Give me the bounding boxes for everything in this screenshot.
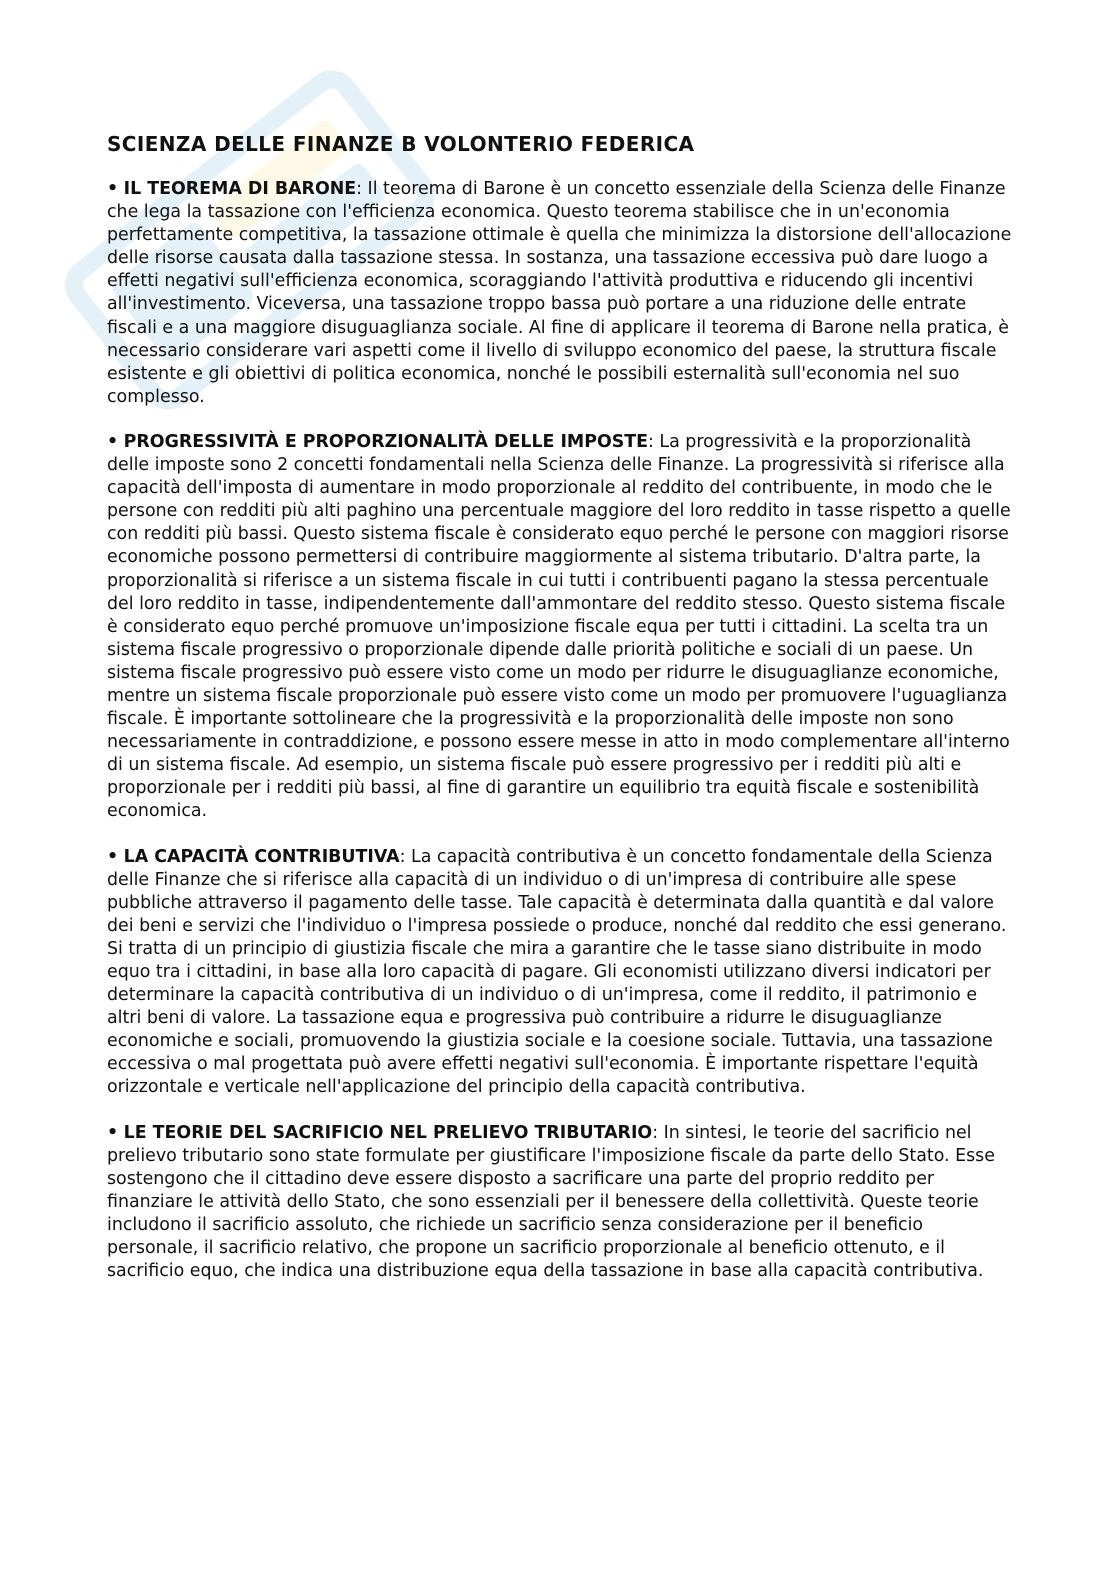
section-heading: PROGRESSIVITÀ E PROPORZIONALITÀ DELLE IMPOSTE bbox=[123, 431, 649, 452]
section-heading: IL TEOREMA DI BARONE bbox=[123, 179, 357, 199]
section-heading: LA CAPACITÀ CONTRIBUTIVA bbox=[123, 846, 400, 867]
bullet-icon: • bbox=[107, 1122, 119, 1143]
section-body: : In sintesi, le teorie del sacrificio nel prelievo tributario sono state formulate per giustificare l'imposizione fiscale da parte dello Stato. Esse sostengono che il cittadino deve essere disposto a sacrificare una parte del proprio reddito per finanziare le attività dello Stato, che sono essenziali per il benessere della collettività. Queste teorie includono il sacrificio assoluto, che richiede un sacrificio senza considerazione per il beneficio personale, il sacrificio relativo, che propone un sacrificio proporzionale al beneficio ottenuto, e il sacrificio equo, che indica una distribuzione equa della tassazione in base alla capacità contributiva. bbox=[107, 1122, 995, 1282]
section-body: : La progressività e la proporzionalità delle imposte sono 2 concetti fondamentali nella Scienza delle Finanze. La progressività si riferisce alla capacità dell'imposta di aumentare in modo proporzionale al reddito del contribuente, in modo che le persone con redditi più alti paghino una percentuale maggiore del loro reddito in tasse rispetto a quelle con redditi più bassi. Questo sistema fiscale è considerato equo perché le persone con maggiori risorse economiche possono permettersi di contribuire maggiormente al sistema tributario. D'altra parte, la proporzionalità si riferisce a un sistema fiscale in cui tutti i contribuenti pagano la stessa percentuale del loro reddito in tasse, indipendentemente dall'ammontare del reddito stesso. Questo sistema fiscale è considerato equo perché promuove un'imposizione fiscale equa per tutti i cittadini. La scelta tra un sistema fiscale progressivo o proporzionale dipende dalle priorità politiche e sociali di un paese. Un sistema fiscale progressivo può essere visto come un modo per ridurre le disuguaglianze economiche, mentre un sistema fiscale proporzionale può essere visto come un modo per promuovere l'uguaglianza fiscale. È importante sottolineare che la progressività e la proporzionalità delle imposte non sono necessariamente in contraddizione, e possono essere messe in atto in modo complementare all'interno di un sistema fiscale. Ad esempio, un sistema fiscale può essere progressivo per i redditi più alti e proporzionale per i redditi più bassi, al fine di garantire un equilibrio tra equità fiscale e sostenibilità economica. bbox=[107, 431, 1011, 822]
section-heading: LE TEORIE DEL SACRIFICIO NEL PRELIEVO TRIBUTARIO bbox=[123, 1122, 653, 1143]
section-body: : Il teorema di Barone è un concetto essenziale della Scienza delle Finanze che lega la tassazione con l'efficienza economica. Questo teorema stabilisce che in un'economia perfettamente competitiva, la tassazione ottimale è quella che minimizza la distorsione dell'allocazione delle risorse causata dalla tassazione stessa. In sostanza, una tassazione eccessiva può dare luogo a effetti negativi sull'efficienza economica, scoraggiando l'attività produttiva e riducendo gli incentivi all'investimento. Viceversa, una tassazione troppo bassa può portare a una riduzione delle entrate fiscali e a una maggiore disuguaglianza sociale. Al fine di applicare il teorema di Barone nella pratica, è necessario considerare vari aspetti come il livello di sviluppo economico del paese, la struttura fiscale esistente e gli obiettivi di politica economica, nonché le possibili esternalità sull'economia nel suo complesso. bbox=[107, 179, 1012, 407]
section-teorema-barone bbox=[107, 178, 1012, 409]
bullet-icon: • bbox=[107, 846, 119, 867]
section-capacita-contributiva bbox=[107, 846, 1012, 1100]
section-progressivita-proporzionalita bbox=[107, 431, 1012, 824]
section-teorie-sacrificio bbox=[107, 1122, 1012, 1284]
document-page bbox=[107, 130, 1012, 1305]
bullet-icon: • bbox=[107, 179, 119, 199]
section-body: : La capacità contributiva è un concetto fondamentale della Scienza delle Finanze che si riferisce alla capacità di un individuo o di un'impresa di contribuire alle spese pubbliche attraverso il pagamento delle tasse. Tale capacità è determinata dalla quantità e dal valore dei beni e servizi che l'individuo o l'impresa possiede o produce, nonché dal reddito che essi generano. Si tratta di un principio di giustizia fiscale che mira a garantire che le tasse siano distribuite in modo equo tra i cittadini, in base alla loro capacità di pagare. Gli economisti utilizzano diversi indicatori per determinare la capacità contributiva di un individuo o di un'impresa, come il reddito, il patrimonio e altri beni di valore. La tassazione equa e progressiva può contribuire a ridurre le disuguaglianze economiche e sociali, promuovendo la giustizia sociale e la coesione sociale. Tuttavia, una tassazione eccessiva o mal progettata può avere effetti negativi sull'economia. È importante rispettare l'equità orizzontale e verticale nell'applicazione del principio della capacità contributiva. bbox=[107, 846, 1007, 1098]
bullet-icon: • bbox=[107, 431, 119, 452]
document-title: SCIENZA DELLE FINANZE B VOLONTERIO FEDERICA bbox=[107, 132, 695, 156]
